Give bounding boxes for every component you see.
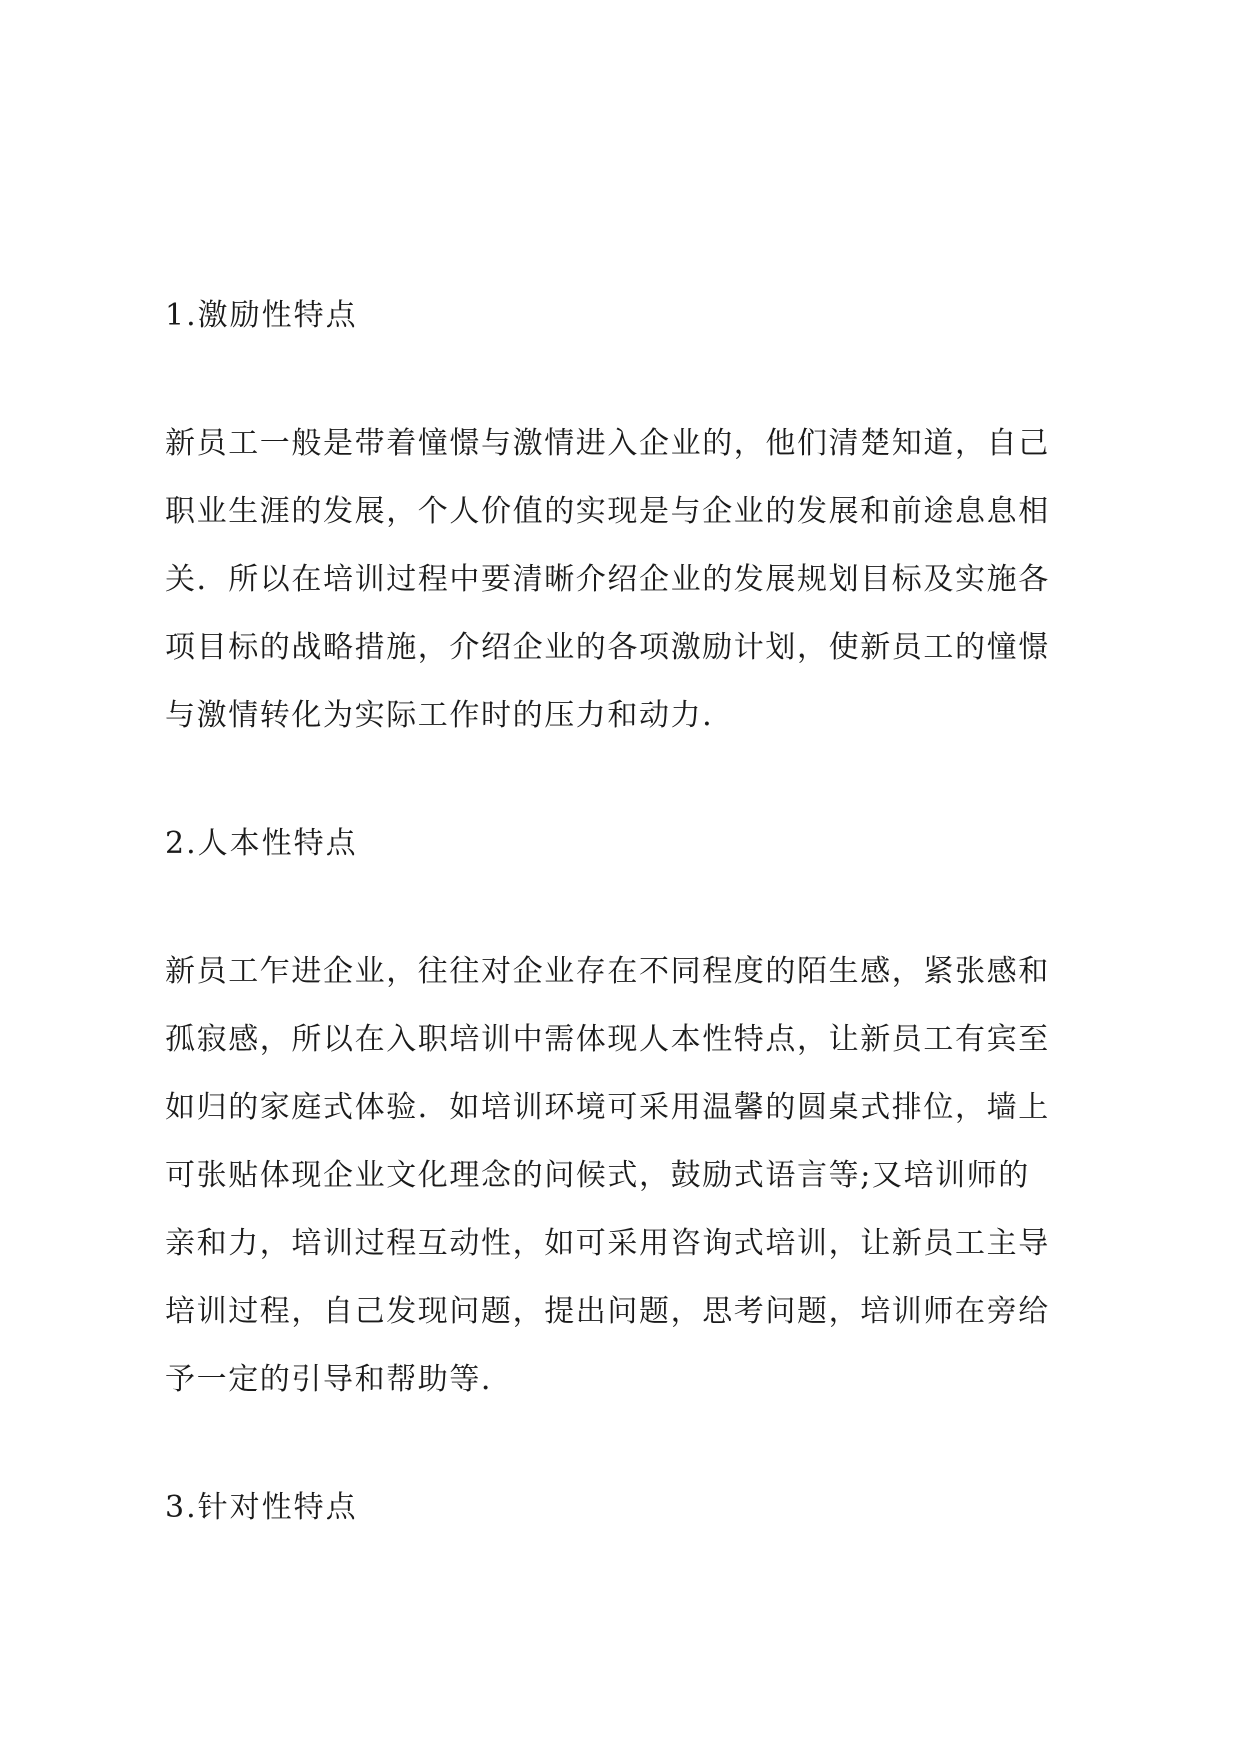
section-heading-1: 1.激励性特点: [165, 298, 358, 333]
paragraph-line: 孤寂感，所以在入职培训中需体现人本性特点，让新员工有宾至: [165, 1022, 1050, 1057]
paragraph-line: 可张贴体现企业文化理念的问候式，鼓励式语言等;又培训师的: [165, 1158, 1030, 1193]
paragraph-line: 与激情转化为实际工作时的压力和动力．: [165, 698, 734, 733]
paragraph-line: 新员工一般是带着憧憬与激情进入企业的，他们清楚知道，自己: [165, 426, 1050, 461]
paragraph-line: 职业生涯的发展，个人价值的实现是与企业的发展和前途息息相: [165, 494, 1050, 529]
paragraph-line: 亲和力，培训过程互动性，如可采用咨询式培训，让新员工主导: [165, 1226, 1050, 1261]
paragraph-line: 予一定的引导和帮助等．: [165, 1362, 513, 1397]
section-heading-3: 3.针对性特点: [165, 1490, 358, 1525]
paragraph-line: 如归的家庭式体验．如培训环境可采用温馨的圆桌式排位，墙上: [165, 1090, 1050, 1125]
paragraph-line: 关．所以在培训过程中要清晰介绍企业的发展规划目标及实施各: [165, 562, 1050, 597]
paragraph-line: 培训过程，自己发现问题，提出问题，思考问题，培训师在旁给: [165, 1294, 1050, 1329]
paragraph-line: 新员工乍进企业，往往对企业存在不同程度的陌生感，紧张感和: [165, 954, 1050, 989]
paragraph-line: 项目标的战略措施，介绍企业的各项激励计划，使新员工的憧憬: [165, 630, 1050, 665]
section-heading-2: 2.人本性特点: [165, 826, 358, 861]
